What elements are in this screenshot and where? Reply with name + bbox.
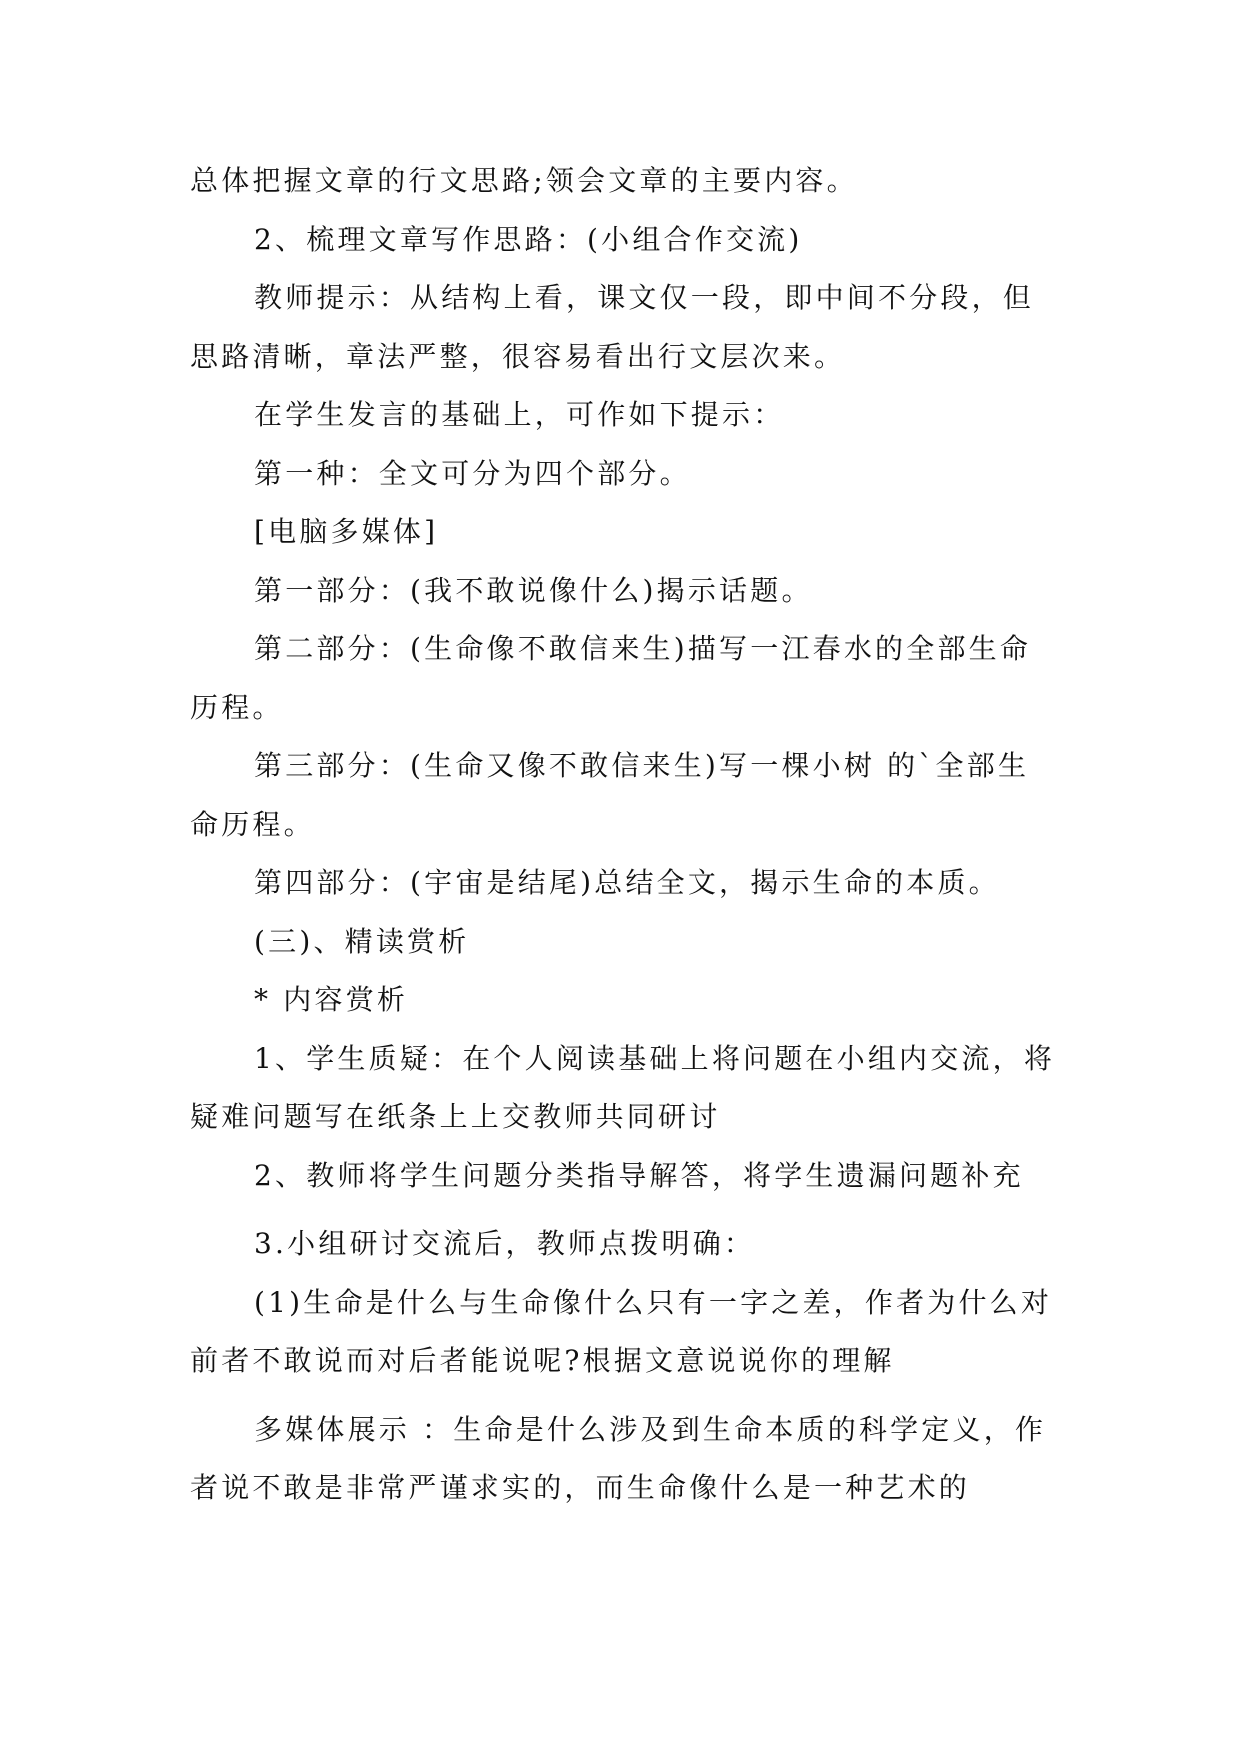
- document-body: [190, 152, 1060, 1518]
- paragraph: 3.小组研讨交流后，教师点拨明确：: [254, 1227, 756, 1260]
- paragraph: 1、学生质疑：在个人阅读基础上将问题在小组内交流，将疑难问题写在纸条上上交教师共同研讨: [190, 1041, 1056, 1133]
- paragraph: 第四部分：(宇宙是结尾)总结全文，揭示生命的本质。: [254, 866, 1000, 899]
- paragraph: 在学生发言的基础上，可作如下提示：: [254, 398, 785, 431]
- subsection-heading: * 内容赏析: [254, 983, 409, 1016]
- paragraph: 第二部分：(生命像不敢信来生)描写一江春水的全部生命历程。: [190, 632, 1032, 724]
- paragraph: [电脑多媒体]: [254, 515, 439, 548]
- paragraph: (1)生命是什么与生命像什么只有一字之差，作者为什么对前者不敢说而对后者能说呢?根据文意说说你的理解: [190, 1285, 1053, 1377]
- paragraph: 总体把握文章的行文思路;领会文章的主要内容。: [190, 164, 858, 197]
- paragraph: 第一种：全文可分为四个部分。: [254, 456, 691, 490]
- paragraph: 2、梳理文章写作思路：(小组合作交流): [254, 222, 803, 256]
- paragraph: 第三部分：(生命又像不敢信来生)写一棵小树 的`全部生命历程。: [190, 749, 1030, 841]
- paragraph: 多媒体展示 ：生命是什么涉及到生命本质的科学定义，作者说不敢是非常严谨求实的，而生命像什么是一种艺术的: [190, 1412, 1047, 1504]
- paragraph: 第一部分：(我不敢说像什么)揭示话题。: [254, 573, 813, 607]
- paragraph: 教师提示：从结构上看，课文仅一段，即中间不分段，但思路清晰，章法严整，很容易看出行文层次来。: [190, 281, 1035, 373]
- section-heading: (三)、精读赏析: [254, 924, 470, 958]
- paragraph: 2、教师将学生问题分类指导解答，将学生遗漏问题补充: [254, 1158, 1024, 1192]
